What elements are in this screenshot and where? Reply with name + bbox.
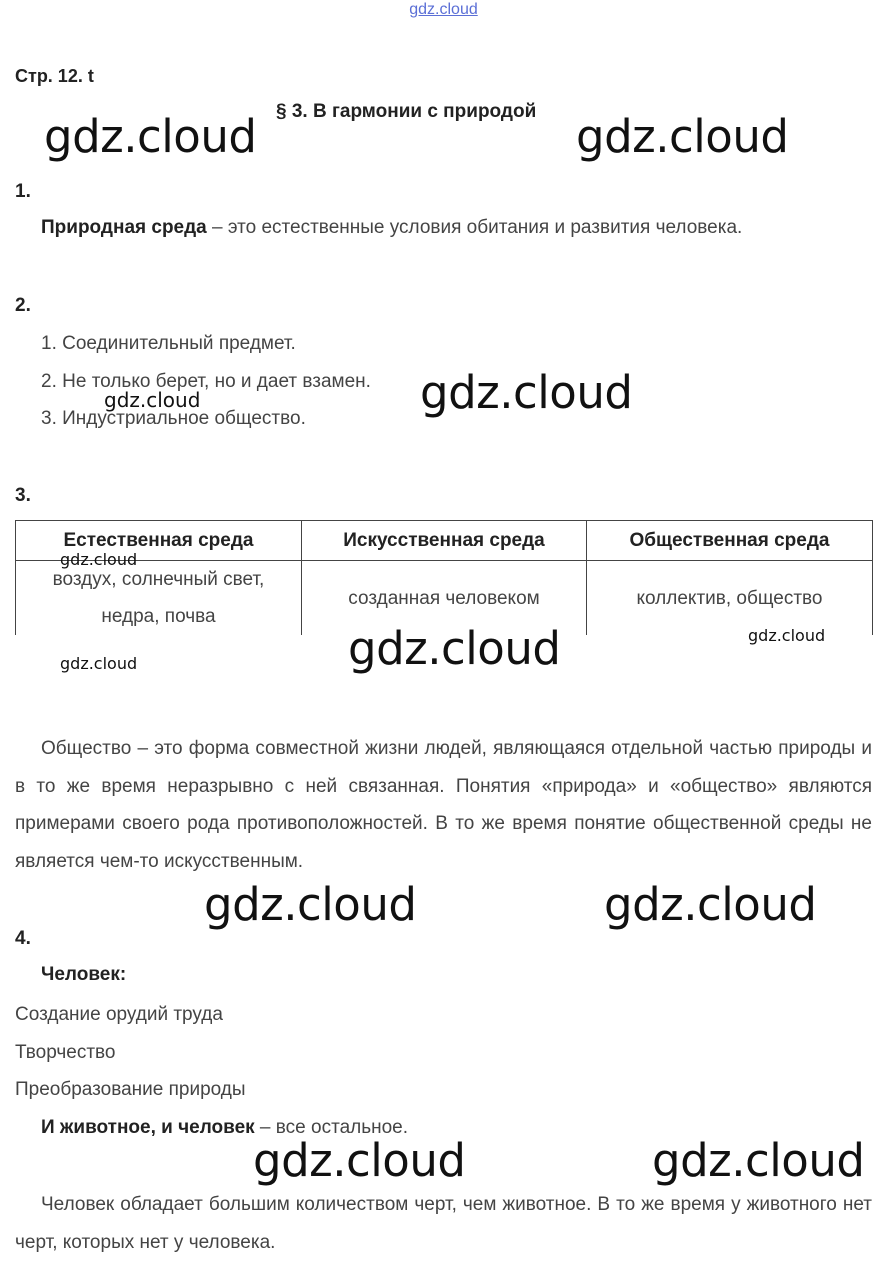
question-4-both-rest: – все остальное. <box>254 1117 409 1138</box>
watermark: gdz.cloud <box>204 878 417 931</box>
watermark: gdz.cloud <box>253 1134 466 1187</box>
table-cell: воздух, солнечный свет, недра, почва <box>16 561 302 636</box>
table-cell: созданная человеком <box>302 561 587 636</box>
section-heading: § 3. В гармонии с природой <box>276 101 537 122</box>
question-4-both-label: И животное, и человек <box>41 1117 255 1138</box>
watermark-small: gdz.cloud <box>60 550 138 569</box>
page-label: Стр. 12. t <box>15 66 94 86</box>
watermark: gdz.cloud <box>44 110 257 163</box>
table-header-row <box>16 521 873 561</box>
question-3-number: 3. <box>15 485 31 506</box>
question-2-number: 2. <box>15 295 31 316</box>
question-4-human-label: Человек: <box>41 964 127 985</box>
top-watermark: gdz.cloud <box>409 1 478 18</box>
question-4-paragraph: Человек обладает большим количеством черт, чем животное. В то же время у животного нет черт, которых нет у человека. <box>15 1194 872 1253</box>
question-4-human-item: Творчество <box>15 1042 116 1063</box>
question-1-answer <box>41 217 742 239</box>
watermark-small: gdz.cloud <box>748 626 826 645</box>
watermark: gdz.cloud <box>420 366 633 419</box>
question-4-human-item: Преобразование природы <box>15 1079 246 1100</box>
table-header-cell: Искусственная среда <box>302 521 587 561</box>
question-1-term: Природная среда <box>41 217 207 238</box>
question-1-number: 1. <box>15 181 31 202</box>
watermark-small: gdz.cloud <box>60 654 138 673</box>
watermark: gdz.cloud <box>348 622 561 675</box>
question-2-item: 3. Индустриальное общество. <box>41 408 306 429</box>
watermark: gdz.cloud <box>652 1134 865 1187</box>
question-1-definition: – это естественные условия обитания и развития человека. <box>206 217 743 238</box>
table-header-cell: Общественная среда <box>587 521 873 561</box>
watermark: gdz.cloud <box>576 110 789 163</box>
question-3-paragraph: Общество – это форма совместной жизни людей, являющаяся отдельной частью природы и в то же время неразрывно с ней связанная. Понятия «природа» и «общество» являются примерами своего рода противоположностей. В то же время понятие общественной среды не является чем-то искусственным. <box>15 738 872 872</box>
watermark: gdz.cloud <box>604 878 817 931</box>
question-2-item: 1. Соединительный предмет. <box>41 333 296 354</box>
watermark-small: gdz.cloud <box>104 388 201 412</box>
question-2-item: 2. Не только берет, но и дает взамен. <box>41 371 371 392</box>
question-4-number: 4. <box>15 928 31 949</box>
environment-table <box>15 520 873 635</box>
table-cell: коллектив, общество <box>587 561 873 636</box>
table-header-cell: Естественная среда <box>16 521 302 561</box>
question-4-human-item: Создание орудий труда <box>15 1004 223 1025</box>
